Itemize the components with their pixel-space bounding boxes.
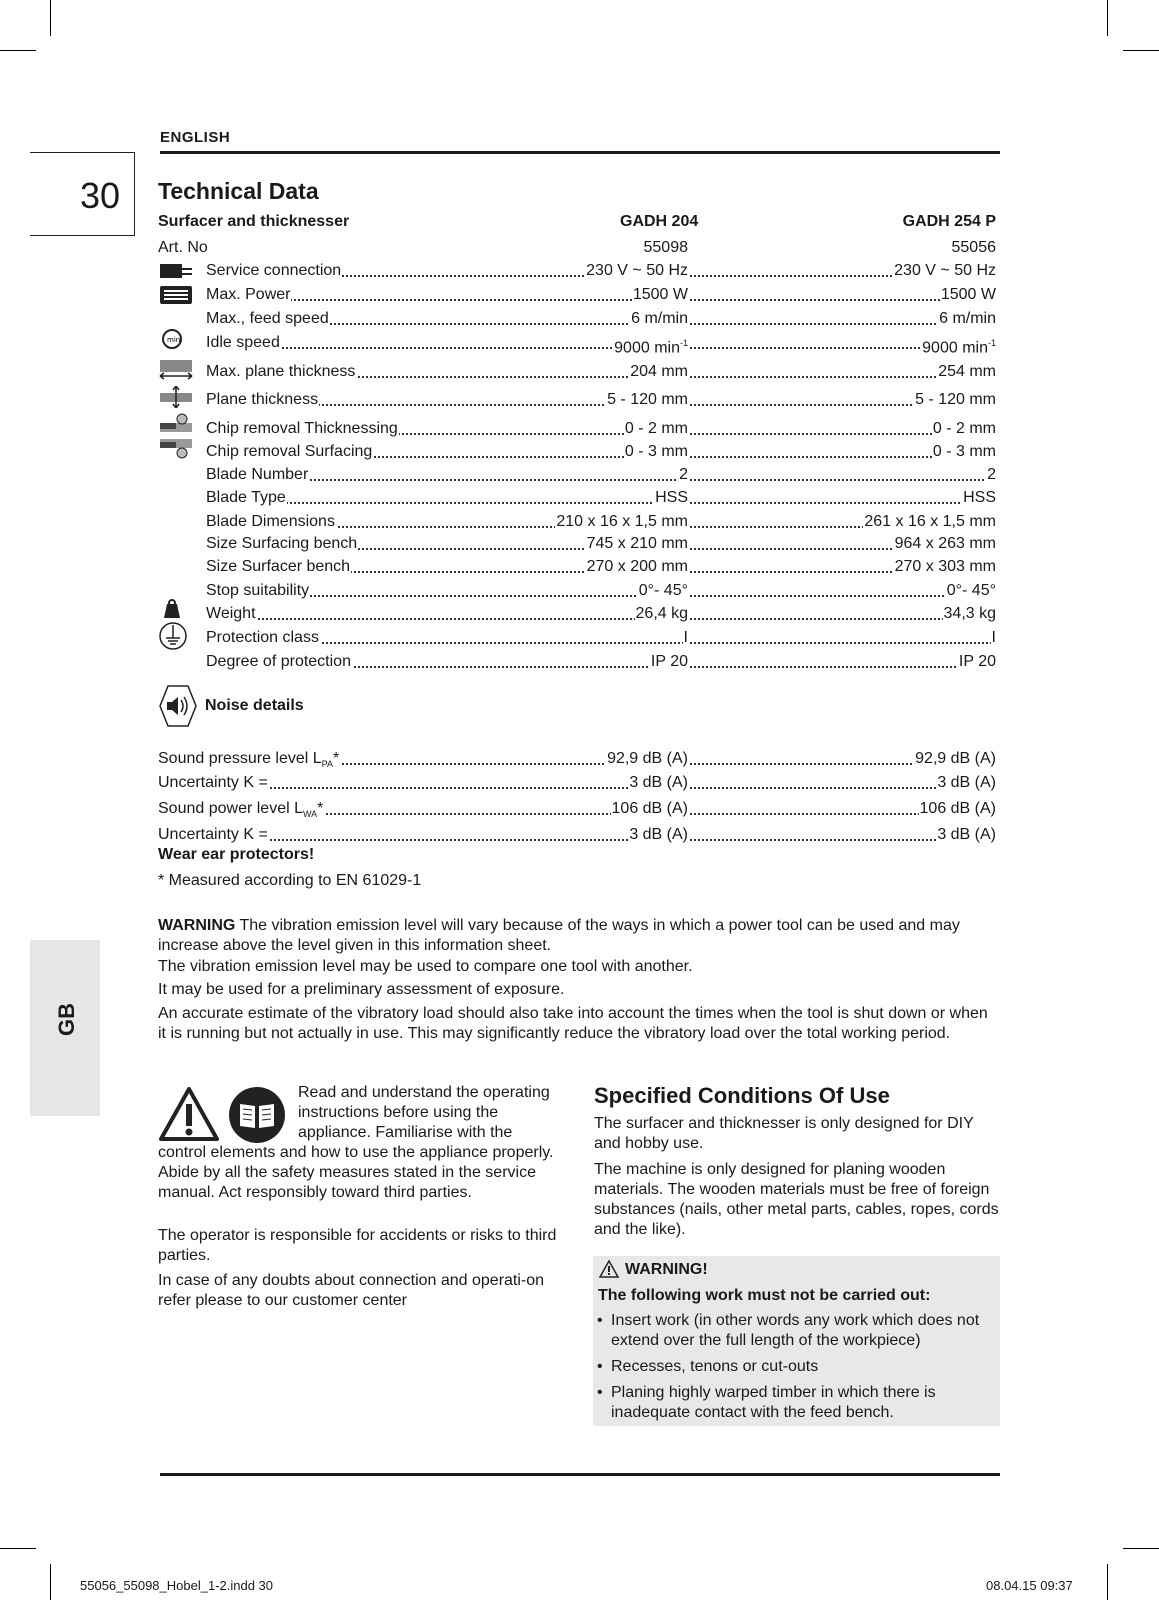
noise-label: Sound pressure level $L_{PA}*$ <box>158 748 340 775</box>
spec-value-model2: 254 mm <box>937 361 996 383</box>
plane-thickness-icon <box>158 386 194 408</box>
spec-value-model1: 26,4 kg <box>635 603 688 625</box>
spec-header-model1: GADH 204 <box>620 213 699 230</box>
footer-file-name: 55056_55098_Hobel_1-2.indd 30 <box>80 1578 274 1593</box>
noise-value-model1: 3 dB (A) <box>628 824 688 846</box>
spec-value-model1: 2 <box>678 464 688 486</box>
specified-conditions-heading: Specified Conditions Of Use <box>594 1083 890 1108</box>
customer-center-text: In case of any doubts about connection and operati-on refer please to our customer center <box>158 1272 545 1309</box>
rotation-icon <box>158 328 194 350</box>
spec-value-model1: 9000 $\min^{-1}$ <box>613 332 688 359</box>
spec-label: Protection class <box>206 627 320 649</box>
vibration-warning-text: The vibration emission level will vary because of the ways in which a power tool can be used and may increase above the level given in this information sheet. <box>158 917 960 954</box>
spec-value-model2: 2 <box>986 464 996 486</box>
read-manual-icon <box>228 1086 286 1144</box>
spec-row <box>206 389 996 411</box>
spec-row <box>206 487 996 509</box>
spec-label: Blade Number <box>206 464 309 486</box>
noise-icon <box>158 684 198 728</box>
spec-value-model1: 210 x 16 x 1,5 mm <box>555 511 688 533</box>
noise-label: Uncertainty K = <box>158 824 269 851</box>
spec-table-header <box>158 213 996 235</box>
spec-value-model2: HSS <box>962 487 996 509</box>
spec-row <box>206 603 996 625</box>
spec-value-model2: 230 V ~ 50 Hz <box>893 260 996 282</box>
art-no-label: Art. No <box>158 237 209 259</box>
spec-row <box>206 284 996 306</box>
spec-value-model1: HSS <box>654 487 688 509</box>
spec-value-model2: I <box>991 627 996 649</box>
noise-value-model1: 92,9 dB (A) <box>606 748 688 770</box>
vibration-warning-lead: WARNING <box>158 917 236 934</box>
spec-label: Chip removal Surfacing <box>206 441 373 463</box>
crop-mark <box>1123 1548 1159 1549</box>
spec-row <box>206 361 996 383</box>
noise-value-model2: 3 dB (A) <box>936 824 996 846</box>
spec-row <box>206 627 996 649</box>
crop-mark <box>50 1564 51 1600</box>
noise-value-model2: 3 dB (A) <box>936 772 996 794</box>
header-rule <box>160 151 1000 154</box>
language-label: ENGLISH <box>160 129 231 146</box>
spec-label: Degree of protection <box>206 651 352 673</box>
warning-small-icon <box>598 1259 620 1279</box>
ear-protection-note: Wear ear protectors! <box>158 846 315 863</box>
vibration-warning <box>158 916 1000 956</box>
spec-value-model2: 0 - 3 mm <box>932 441 996 463</box>
spec-row <box>206 580 996 602</box>
warning-bullet: • Insert work (in other words any work which does not extend over the full length of the workpiece) <box>611 1311 996 1351</box>
spec-value-model2: 261 x 16 x 1,5 mm <box>863 511 996 533</box>
spec-value-model2: 964 x 263 mm <box>894 533 996 555</box>
spec-value-model1: 6 m/min <box>630 308 688 330</box>
spec-value-model2: 1500 W <box>940 284 996 306</box>
spec-label: Idle speed <box>206 332 281 354</box>
spec-label: Service connection <box>206 260 342 282</box>
spec-value-model2: 0 - 2 mm <box>932 418 996 440</box>
spec-label: Size Surfacer bench <box>206 556 351 578</box>
crop-mark <box>50 0 51 36</box>
crop-mark <box>1107 0 1108 36</box>
spec-value-model2: 6 m/min <box>938 308 996 330</box>
spec-value-model1: 230 V ~ 50 Hz <box>585 260 688 282</box>
spec-label: Stop suitability <box>206 580 310 602</box>
warning-bullet: • Planing highly warped timber in which there is inadequate contact with the feed bench. <box>611 1383 996 1423</box>
spec-value-model1: 0 - 2 mm <box>624 418 688 440</box>
spec-row <box>206 651 996 673</box>
vibration-assessment: It may be used for a preliminary assessment of exposure. <box>158 981 565 998</box>
protection-class-icon <box>158 621 194 651</box>
spec-value-model1: 5 - 120 mm <box>606 389 688 411</box>
spec-label: Chip removal Thicknessing <box>206 418 399 440</box>
warning-box-subtitle: The following work must not be carried out: <box>598 1287 931 1304</box>
noise-label: Sound power level $L_{WA}*$ <box>158 798 324 825</box>
art-no-value1: 55098 <box>643 237 689 259</box>
spec-value-model2: 5 - 120 mm <box>914 389 996 411</box>
wooden-materials-text: The machine is only designed for planing wooden materials. The wooden materials must be free of foreign substances (nails, other metal parts, cables, ropes, cords and the like). <box>594 1161 999 1238</box>
spec-label: Max. Power <box>206 284 291 306</box>
spec-row <box>206 556 996 578</box>
crop-mark <box>0 50 36 51</box>
chip-surfacing-icon <box>158 437 194 459</box>
spec-row <box>206 308 996 330</box>
spec-label: Plane thickness <box>206 389 319 411</box>
noise-value-model2: 106 dB (A) <box>919 798 996 820</box>
plug-icon <box>158 260 194 282</box>
spec-label: Weight <box>206 603 257 625</box>
svg-text:min: min <box>167 336 181 344</box>
spec-value-model2: IP 20 <box>958 651 996 673</box>
noise-value-model1: 106 dB (A) <box>611 798 688 820</box>
vibration-compare: The vibration emission level may be used to compare one tool with another. <box>158 958 693 975</box>
chip-thicknessing-icon <box>158 413 194 435</box>
spec-value-model1: 1500 W <box>632 284 688 306</box>
spec-value-model2: 270 x 303 mm <box>894 556 996 578</box>
spec-label: Max., feed speed <box>206 308 330 330</box>
spec-row <box>206 464 996 486</box>
diy-use-text: The surfacer and thicknesser is only designed for DIY and hobby use. <box>594 1115 974 1152</box>
spec-value-model1: IP 20 <box>650 651 688 673</box>
spec-header-label: Surfacer and thicknesser <box>158 213 350 230</box>
crop-mark <box>1107 1564 1108 1600</box>
spec-row <box>206 511 996 533</box>
measured-note: * Measured according to EN 61029-1 <box>158 872 422 889</box>
art-no-value2: 55056 <box>951 237 997 259</box>
noise-row <box>158 798 996 820</box>
spec-value-model1: I <box>683 627 688 649</box>
noise-label: Uncertainty K = <box>158 772 269 799</box>
page-number: 30 <box>80 175 121 216</box>
spec-row <box>206 418 996 440</box>
spec-label: Blade Dimensions <box>206 511 336 533</box>
language-side-tab-label: GB <box>54 1003 79 1036</box>
motor-icon <box>158 284 194 306</box>
operator-responsibility-text: The operator is responsible for accidents or risks to third parties. <box>158 1227 557 1264</box>
spec-value-model1: 0 - 3 mm <box>624 441 688 463</box>
read-instructions-text: Read and understand the operating instructions before using the appliance. Familiarise with the <box>298 1084 550 1141</box>
spec-row <box>206 332 996 357</box>
spec-value-model1: 0°- 45° <box>638 580 688 602</box>
spec-label: Blade Type <box>206 487 287 509</box>
noise-value-model1: 3 dB (A) <box>628 772 688 794</box>
spec-header-model2: GADH 254 P <box>902 213 996 230</box>
spec-row <box>206 533 996 555</box>
noise-row <box>158 824 996 846</box>
safety-instructions-text: control elements and how to use the appliance properly. Abide by all the safety measures stated in the service manual. Act responsibly toward third parties. <box>158 1144 554 1201</box>
noise-row <box>158 772 996 794</box>
noise-title: Noise details <box>205 697 304 714</box>
spec-value-model1: 204 mm <box>629 361 688 383</box>
warning-triangle-icon <box>158 1086 220 1142</box>
spec-value-model1: 270 x 200 mm <box>586 556 688 578</box>
footer-date: 08.04.15 09:37 <box>986 1578 1073 1593</box>
noise-row <box>158 748 996 770</box>
warning-bullet: • Recesses, tenons or cut-outs <box>611 1357 996 1377</box>
spec-label: Max. plane thickness <box>206 361 356 383</box>
weight-icon <box>158 598 194 620</box>
spec-row <box>206 260 996 282</box>
spec-value-model2: 9000 $\min^{-1}$ <box>921 332 996 359</box>
noise-value-model2: 92,9 dB (A) <box>914 748 996 770</box>
footer-rule <box>160 1473 1000 1476</box>
warning-box-title: WARNING! <box>625 1261 708 1278</box>
plane-width-icon <box>158 358 194 380</box>
spec-row <box>206 441 996 463</box>
spec-value-model2: 0°- 45° <box>946 580 996 602</box>
vibration-estimate: An accurate estimate of the vibratory load should also take into account the times when the tool is shut down or when it is running but not actually in use. This may significantly reduce the vibratory load over the total working period. <box>158 1005 988 1042</box>
spec-value-model1: 745 x 210 mm <box>586 533 688 555</box>
spec-value-model2: 34,3 kg <box>943 603 996 625</box>
crop-mark <box>1123 50 1159 51</box>
page-title: Technical Data <box>158 178 319 204</box>
spec-label: Size Surfacing bench <box>206 533 358 555</box>
art-no-row <box>158 237 996 259</box>
crop-mark <box>0 1548 36 1549</box>
